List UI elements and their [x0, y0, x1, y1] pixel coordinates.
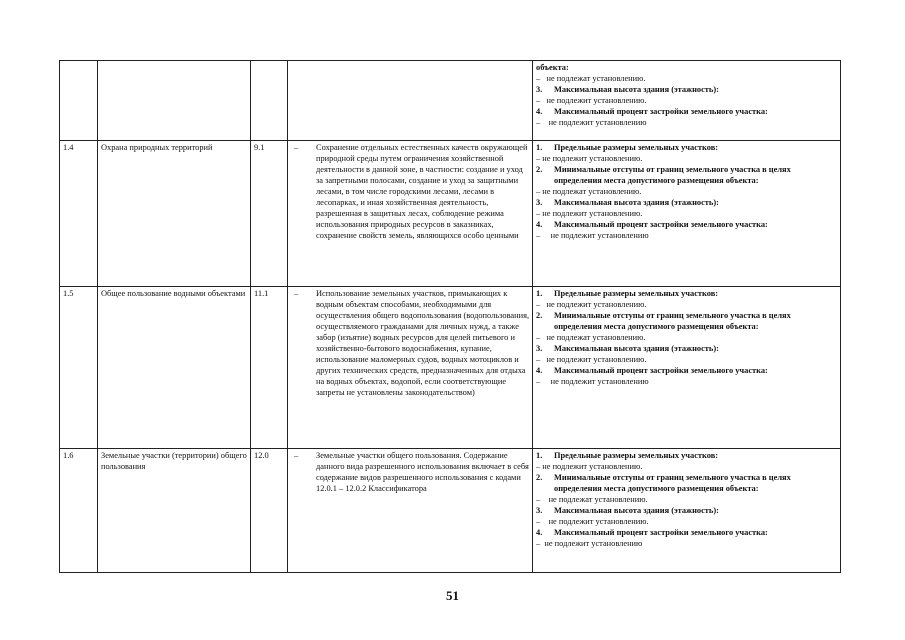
use-description	[288, 141, 533, 287]
parameter-number: 3.	[536, 85, 543, 94]
parameter-value: – не подлежит установлению.	[536, 355, 647, 364]
parameter-value: – не подлежит установлению	[536, 118, 647, 127]
row-number: 1.6	[60, 449, 98, 573]
parameter-heading-text: Предельные размеры земельных участков:	[554, 143, 719, 152]
parameter-value: – не подлежит установлению	[536, 377, 649, 386]
parameter-heading	[536, 62, 838, 73]
parameter-heading-text: Максимальная высота здания (этажность):	[554, 85, 719, 94]
parameter-heading	[536, 288, 838, 299]
parameter-heading	[536, 106, 838, 117]
parameter-heading	[536, 164, 838, 186]
parameter-number: 1.	[536, 143, 543, 152]
description-text: Использование земельных участков, примыкающих к водным объектам способами, необходимыми для осуществления общего водопользования (водопользования, осуществляемого гражданами для личных нужд, а также забор (изъятие) водных ресурсов для целей питьевого и хозяйственно-бытового водоснабжения, купание, использование маломерных судов, водных мотоциклов и других технических средств, предназначенных для отдыха на водных объектах, водопой, если соответствующие запреты не установлены законодательством)	[316, 289, 530, 397]
parameter-value: – не подлежат установлению.	[536, 74, 646, 83]
parameter-value: – не подлежит установлению.	[536, 300, 647, 309]
parameter-heading	[536, 450, 838, 461]
parameter-heading-text: Минимальные отступы от границ земельного участка в целях определения места допустимого размещения объекта:	[554, 473, 791, 493]
parameters-cell	[533, 449, 841, 573]
description-text: Земельные участки общего пользования. Содержание данного вида разрешенного использования включает в себя содержание видов разрешенного использования с кодами 12.0.1 – 12.0.2 Классификатора	[316, 451, 529, 493]
parameter-heading-text: Максимальная высота здания (этажность):	[554, 198, 719, 207]
parameter-number: 3.	[536, 198, 543, 207]
table-row	[60, 141, 841, 287]
parameter-heading	[536, 219, 838, 230]
parameter-heading	[536, 84, 838, 95]
use-type-code: 9.1	[251, 141, 288, 287]
parameter-value: – не подлежит установлению.	[536, 517, 649, 526]
parameter-value: – не подлежат установлению.	[536, 333, 646, 342]
parameter-heading-text: Максимальный процент застройки земельного участка:	[554, 366, 768, 375]
list-dash: –	[294, 143, 299, 152]
table-row	[60, 61, 841, 141]
page-number: 51	[446, 588, 459, 603]
parameter-number: 4.	[536, 528, 543, 537]
parameter-number: 1.	[536, 451, 543, 460]
parameter-number: 4.	[536, 220, 543, 229]
parameter-heading-text: Максимальный процент застройки земельного участка:	[554, 107, 768, 116]
parameter-heading	[536, 310, 838, 332]
parameter-heading-text: Максимальная высота здания (этажность):	[554, 344, 719, 353]
list-dash: –	[294, 451, 299, 460]
parameter-value: – не подлежит установлению.	[536, 96, 647, 105]
table-row	[60, 449, 841, 573]
parameter-value: – не подлежит установлению.	[536, 154, 643, 163]
zoning-table	[59, 60, 841, 573]
parameter-value: – не подлежат установлению.	[536, 495, 648, 504]
parameter-number: 3.	[536, 506, 543, 515]
parameter-value: – не подлежат установлению.	[536, 187, 642, 196]
parameter-number: 4.	[536, 366, 543, 375]
parameter-heading-text: Предельные размеры земельных участков:	[554, 451, 719, 460]
parameter-value: – не подлежит установлению	[536, 231, 649, 240]
use-type-code: 12.0	[251, 449, 288, 573]
parameters-cell	[533, 141, 841, 287]
use-type-name: Охрана природных территорий	[98, 141, 251, 287]
parameter-heading	[536, 343, 838, 354]
row-number	[60, 61, 98, 141]
parameter-number: 2.	[536, 165, 543, 174]
parameter-heading-text: объекта:	[536, 63, 569, 72]
use-type-code: 11.1	[251, 287, 288, 449]
parameter-heading-text: Максимальный процент застройки земельного участка:	[554, 528, 768, 537]
parameter-heading-text: Минимальные отступы от границ земельного участка в целях определения места допустимого размещения объекта:	[554, 311, 791, 331]
parameter-heading-text: Максимальный процент застройки земельного участка:	[554, 220, 768, 229]
parameter-heading	[536, 142, 838, 153]
parameter-heading	[536, 505, 838, 516]
description-text: Сохранение отдельных естественных качеств окружающей природной среды путем ограничения хозяйственной деятельности в данной зоне, в частности: создание и уход за запретными полосами, создание и уход за защитными лесами, в том числе городскими лесами, лесами в лесопарках, и иная хозяйственная деятельность, разрешенная в защитных лесах, соблюдение режима использования природных ресурсов в заказниках, сохранение свойств земель, являющихся особо ценными	[316, 143, 528, 240]
parameter-heading-text: Максимальная высота здания (этажность):	[554, 506, 719, 515]
zoning-table-body	[60, 61, 841, 573]
use-type-code	[251, 61, 288, 141]
use-description	[288, 61, 533, 141]
parameter-heading	[536, 472, 838, 494]
parameter-heading	[536, 365, 838, 376]
use-type-name: Земельные участки (территории) общего пользования	[98, 449, 251, 573]
parameter-number: 1.	[536, 289, 543, 298]
use-description	[288, 449, 533, 573]
row-number: 1.5	[60, 287, 98, 449]
parameter-heading	[536, 527, 838, 538]
parameter-number: 3.	[536, 344, 543, 353]
parameter-value: – не подлежит установлению.	[536, 462, 643, 471]
parameter-heading	[536, 197, 838, 208]
parameter-heading-text: Предельные размеры земельных участков:	[554, 289, 719, 298]
parameter-heading-text: Минимальные отступы от границ земельного участка в целях определения места допустимого размещения объекта:	[554, 165, 791, 185]
parameter-value: – не подлежит установлению	[536, 539, 643, 548]
list-dash: –	[294, 289, 299, 298]
parameter-number: 2.	[536, 473, 543, 482]
table-row	[60, 287, 841, 449]
parameters-cell	[533, 61, 841, 141]
parameter-value: – не подлежит установлению.	[536, 209, 643, 218]
use-description	[288, 287, 533, 449]
use-type-name: Общее пользование водными объектами	[98, 287, 251, 449]
parameter-number: 2.	[536, 311, 543, 320]
parameter-number: 4.	[536, 107, 543, 116]
parameters-cell	[533, 287, 841, 449]
use-type-name	[98, 61, 251, 141]
row-number: 1.4	[60, 141, 98, 287]
